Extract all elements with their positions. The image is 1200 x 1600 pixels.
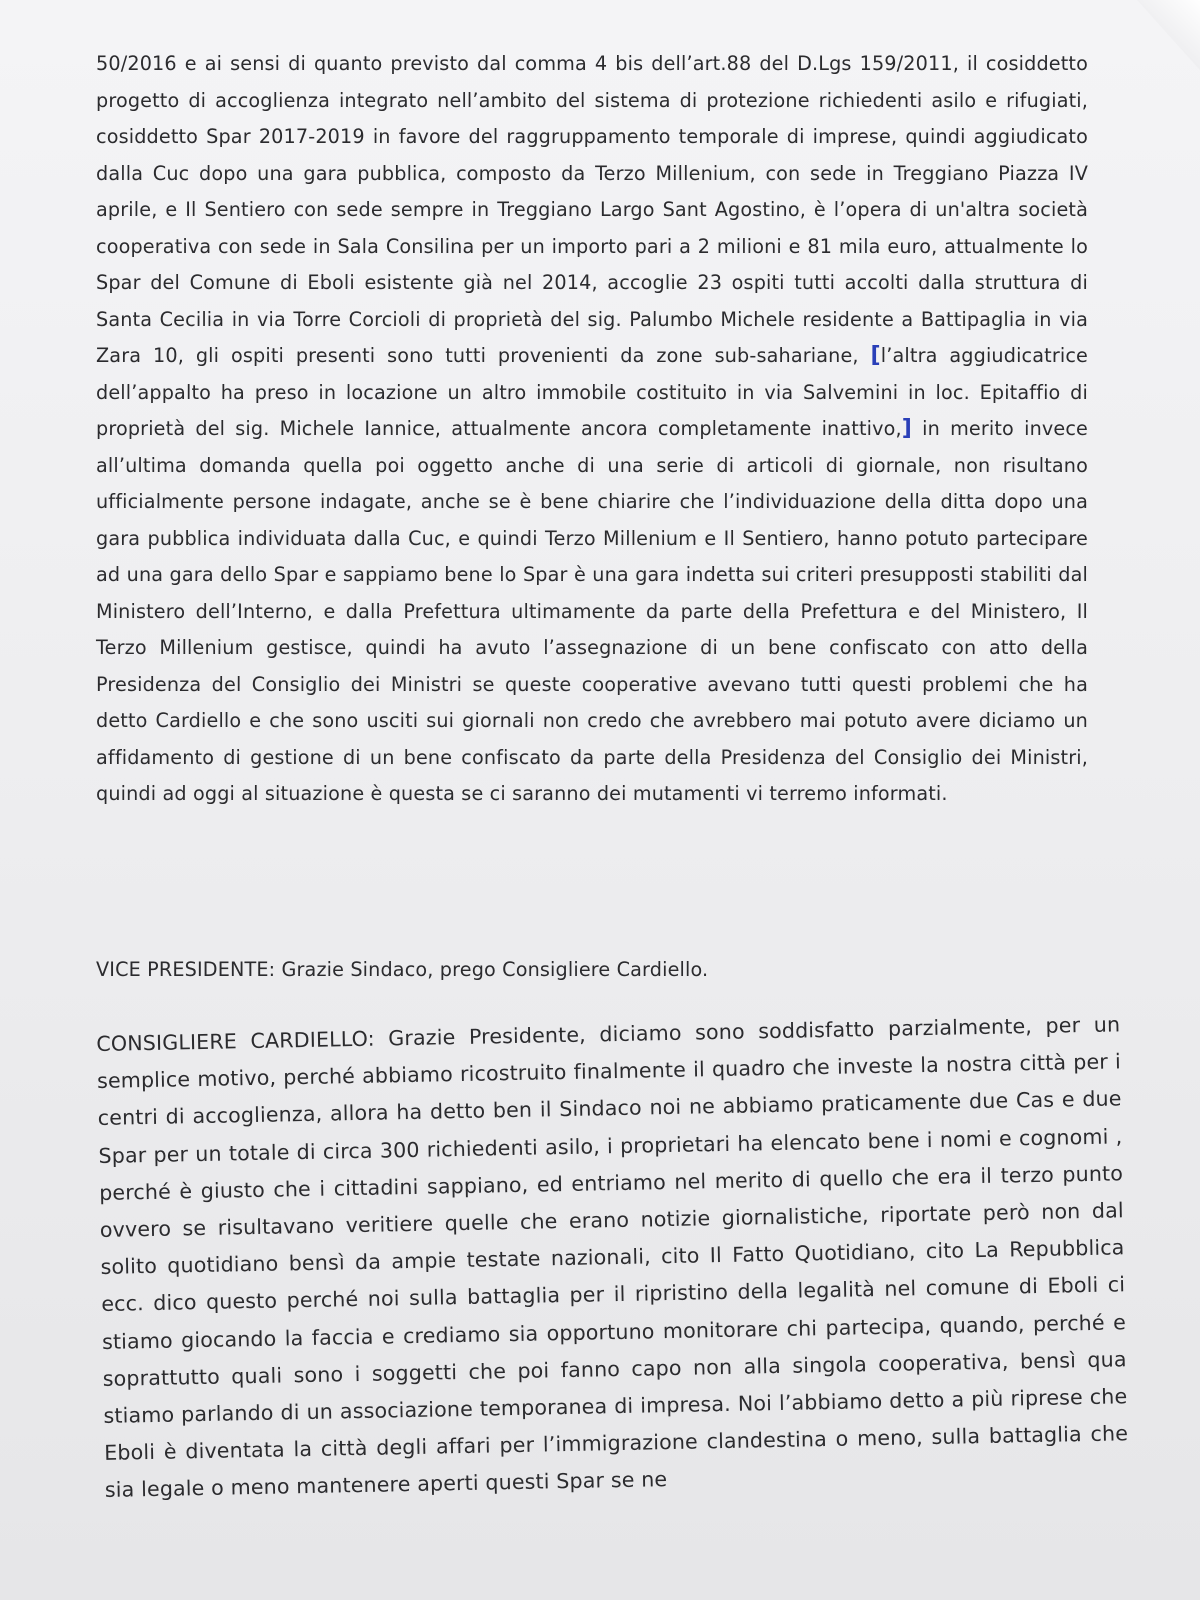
handwritten-close-bracket: ] xyxy=(901,416,912,441)
paragraph-text xyxy=(96,46,1088,813)
paragraph-text: VICE PRESIDENTE: Grazie Sindaco, prego Consigliere Cardiello. xyxy=(96,958,709,981)
bracketed-text: l’altra aggiudicatrice dell’appalto ha preso in locazione un altro immobile costituito in via Salvemini in loc. Epitaffio di proprietà del sig. Michele Iannice, attualmente ancora completamente inattivo, xyxy=(96,344,1088,440)
handwritten-open-bracket: [ xyxy=(870,343,881,368)
paragraph-text-part1: 50/2016 e ai sensi di quanto previsto dal comma 4 bis dell’art.88 del D.Lgs 159/2011, il cosiddetto progetto di accoglienza integrato nell’ambito del sistema di protezione richiedenti asilo e rifugiati, cosiddetto Spar 2017-2019 in favore del raggruppamento temporale di imprese, quindi aggiudicato dalla Cuc dopo una gara pubblica, composto da Terzo Millenium, con sede in Treggiano Piazza IV aprile, e Il Sentiero con sede sempre in Treggiano Largo Sant Agostino, è l’opera di un'altra società cooperativa con sede in Sala Consilina per un importo pari a 2 milioni e 81 mila euro, attualmente lo Spar del Comune di Eboli esistente già nel 2014, accoglie 23 ospiti tutti accolti dalla struttura di Santa Cecilia in via Torre Corcioli di proprietà del sig. Palumbo Michele residente a Battipaglia in via Zara 10, gli ospiti presenti sono tutti provenienti da zone sub-sahariane, xyxy=(96,52,1088,367)
paragraph-text-part2: in merito invece all’ultima domanda quella poi oggetto anche di una serie di articoli di giornale, non risultano ufficialmente persone indagate, anche se è bene chiarire che l’individuazione della ditta dopo una gara pubblica individuata dalla Cuc, e quindi Terzo Millenium e Il Sentiero, hanno potuto partecipare ad una gara dello Spar e sappiamo bene lo Spar è una gara indetta sui criteri presupposti stabiliti dal Ministero dell’Interno, e dalla Prefettura ultimamente da parte della Prefettura e del Ministero, Il Terzo Millenium gestisce, quindi ha avuto l’assegnazione di un bene confiscato con atto della Presidenza del Consiglio dei Ministri se queste cooperative avevano tutti questi problemi che ha detto Cardiello e che sono usciti sui giornali non credo che avrebbero mai potuto avere diciamo un affidamento di gestione di un bene confiscato da parte della Presidenza del Consiglio dei Ministri, quindi ad oggi al situazione è questa se ci saranno dei mutamenti vi terremo informati. xyxy=(96,417,1088,805)
paragraph-councillor-cardiello xyxy=(96,1006,1129,1509)
paragraph-mayor-reply xyxy=(96,46,1088,813)
paragraph-text: CONSIGLIERE CARDIELLO: Grazie Presidente, diciamo sono soddisfatto parzialmente, per un semplice motivo, perché abbiamo ricostruito finalmente il quadro che investe la nostra città per i centri di accoglienza, allora ha detto ben il Sindaco noi ne abbiamo praticamente due Cas e due Spar per un totale di circa 300 richiedenti asilo, i proprietari ha elencato bene i nomi e cognomi , perché è giusto che i cittadini sappiano, ed entriamo nel merito di quello che era il terzo punto ovvero se risultavano veritiere quelle che erano notizie giornalistiche, riportate però non dal solito quotidiano bensì da ampie testate nazionali, cito Il Fatto Quotidiano, cito La Repubblica ecc. dico questo perché noi sulla battaglia per il ripristino della legalità nel comune di Eboli ci stiamo giocando la faccia e crediamo sia opportuno monitorare chi partecipa, quando, perché e soprattutto quali sono i soggetti che poi fanno capo non alla singola cooperativa, bensì qua stiamo parlando di un associazione temporanea di impresa. Noi l’abbiamo detto a più riprese che Eboli è diventata la città degli affari per l’immigrazione clandestina o meno, sulla battaglia che sia legale o meno mantenere aperti questi Spar se ne xyxy=(96,1012,1129,1503)
page-corner-fold xyxy=(1110,0,1200,70)
paragraph-vice-president xyxy=(96,952,1088,989)
